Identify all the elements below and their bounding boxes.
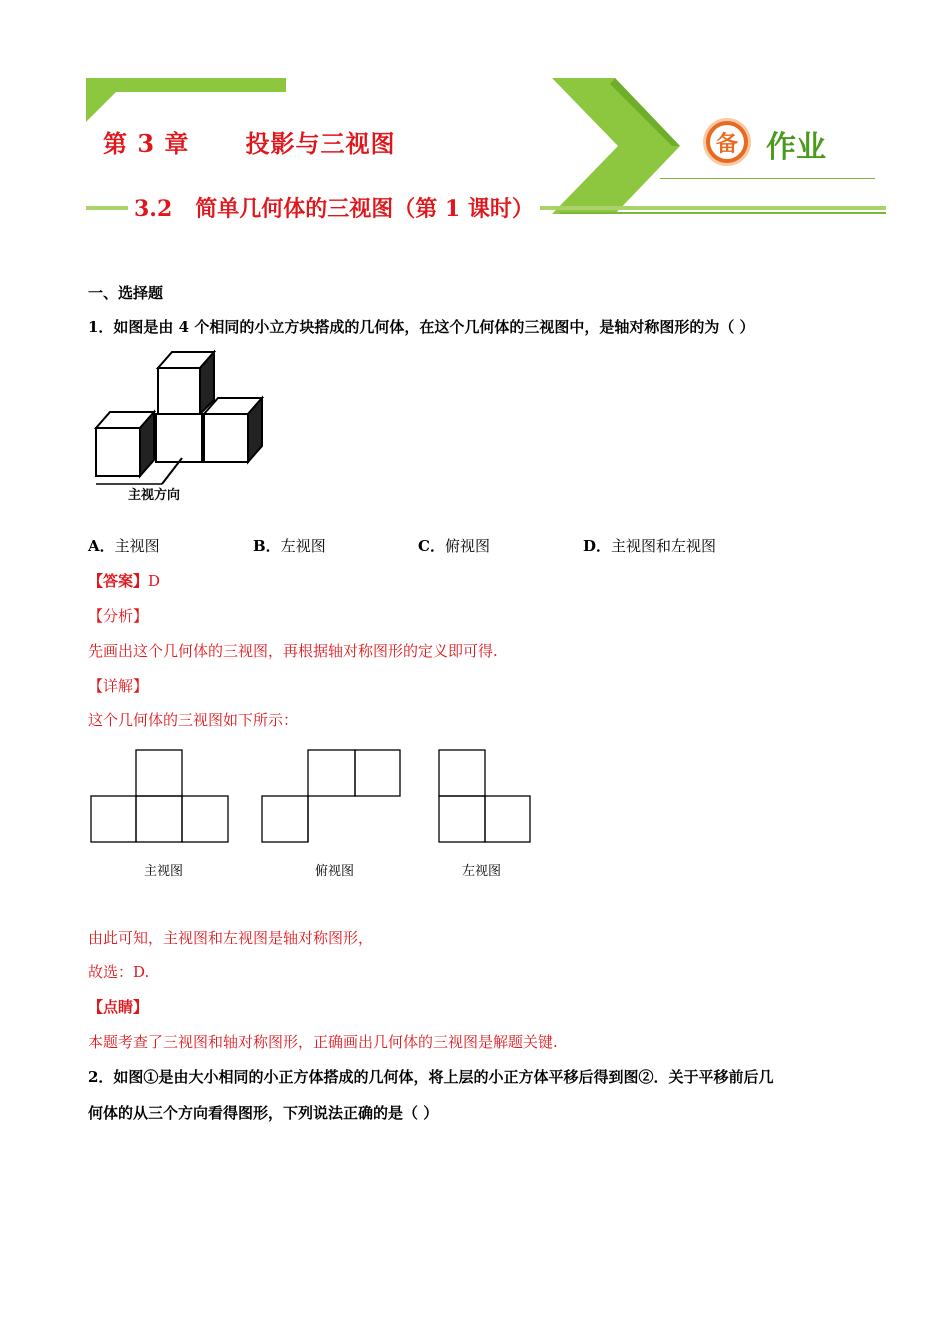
cube-figure — [90, 348, 275, 508]
header-rule-secondary — [560, 212, 886, 214]
left-view-label: 左视图 — [462, 864, 502, 879]
figure-label: 主视方向 — [128, 488, 181, 503]
top-view-cell — [355, 750, 400, 796]
front-view-label: 主视图 — [144, 864, 184, 879]
q1-stem: 1．如图是由 4 个相同的小立方块搭成的几何体，在这个几何体的三视图中，是轴对称图形的为（ ） — [88, 318, 755, 336]
left-view-cell — [439, 796, 485, 842]
detail-tag: 【详解】 — [88, 677, 149, 695]
front-view-cell — [136, 796, 182, 842]
chapter-title: 第 3 章 投影与三视图 — [103, 129, 396, 158]
option-c-letter: C． — [418, 537, 445, 555]
lesson-title: 3.2 简单几何体的三视图（第 1 课时） — [128, 192, 540, 223]
option-b-letter: B． — [253, 537, 281, 555]
header-band — [86, 78, 286, 92]
q2-line1: 2．如图①是由大小相同的小正方体搭成的几何体，将上层的小正方体平移后得到图②．关于平移前后几 — [88, 1068, 774, 1086]
front-view-cell — [182, 796, 228, 842]
option-c — [418, 537, 490, 555]
top-view-cell — [262, 796, 308, 842]
front-view-top-cell — [136, 750, 182, 796]
badge-label: 作业 — [766, 130, 826, 165]
left-view-cell — [485, 796, 530, 842]
three-views-figure — [88, 748, 538, 848]
analysis-tag: 【分析】 — [88, 607, 149, 625]
detail-intro: 这个几何体的三视图如下所示： — [88, 711, 299, 729]
conclusion-text: 由此可知，主视图和左视图是轴对称图形， — [88, 929, 374, 947]
section-title: 一、选择题 — [88, 284, 164, 302]
comment-tag: 【点睛】 — [88, 998, 149, 1016]
top-view-label: 俯视图 — [315, 864, 355, 879]
option-a-letter: A． — [88, 537, 115, 555]
option-a — [88, 537, 160, 555]
option-d-letter: D． — [583, 537, 612, 555]
header-band-corner — [86, 92, 116, 122]
front-view-cell — [91, 796, 136, 842]
option-d — [583, 537, 716, 555]
option-d-text: 主视图和左视图 — [611, 537, 717, 555]
answer-line — [88, 572, 160, 590]
chevron-arrow-icon — [540, 76, 700, 216]
choice-text: 故选：D. — [88, 963, 150, 981]
option-b-text: 左视图 — [280, 537, 326, 555]
option-a-text: 主视图 — [114, 537, 160, 555]
comment-text: 本题考查了三视图和轴对称图形，正确画出几何体的三视图是解题关键. — [88, 1033, 558, 1051]
badge-circle — [703, 118, 751, 166]
option-b — [253, 537, 326, 555]
top-view-cell — [308, 750, 355, 796]
q2-line2: 何体的从三个方向看得图形，下列说法正确的是（ ） — [88, 1104, 439, 1122]
left-view-cell — [439, 750, 485, 796]
option-c-text: 俯视图 — [444, 537, 490, 555]
badge-char: 备 — [710, 125, 744, 159]
analysis-text: 先画出这个几何体的三视图，再根据轴对称图形的定义即可得. — [88, 642, 498, 660]
answer-value: D — [148, 572, 161, 590]
answer-tag: 【答案】 — [88, 572, 149, 590]
header-rule-thin — [660, 178, 875, 179]
